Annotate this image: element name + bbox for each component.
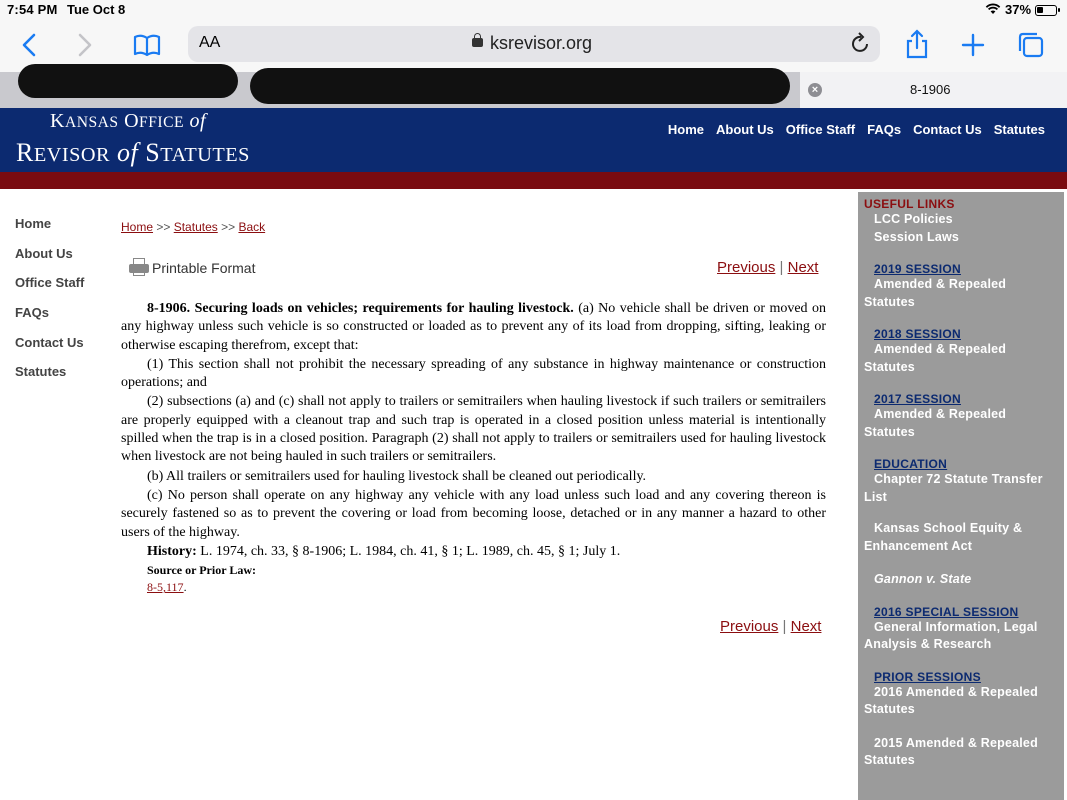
back-icon[interactable] [12,28,46,62]
printable-format-link[interactable]: Printable Format [129,258,255,276]
statute-history: History: L. 1974, ch. 33, § 8-1906; L. 1984, ch. 41, § 1; L. 1989, ch. 45, § 1; July 1. [147,543,621,559]
text-size-button[interactable]: AA [199,34,221,51]
previous-link-top[interactable]: Previous [717,259,776,276]
site-header [0,108,1067,172]
reload-icon[interactable] [850,30,872,62]
site-logo-line2[interactable]: REVISOR of STATUTES [16,138,250,167]
battery-percent: 37% [1005,2,1032,17]
tab-active[interactable] [800,72,1067,108]
top-nav-statutes[interactable]: Statutes [993,122,1045,137]
next-link-top[interactable]: Next [787,259,819,276]
prev-next-top: Previous | Next [717,259,819,276]
printer-icon [129,258,149,276]
top-nav-about-us[interactable]: About Us [715,122,774,137]
sidebar-section-2016-special[interactable]: 2016 SPECIAL SESSION [874,604,1019,619]
forward-icon[interactable] [68,28,102,62]
next-link-bottom[interactable]: Next [790,618,822,635]
left-nav [15,216,84,394]
clock: 7:54 PM [7,2,58,17]
source-prior-law: Source or Prior Law: 8-5,117. [147,563,256,595]
statute-paragraph-a: 8-1906. Securing loads on vehicles; requirements for hauling livestock. (a) No vehicle shall be driven or moved on any highway unless such vehicle is so constructed or loaded as to prevent any of its load from dropping, sifting, leaking or otherwise escaping therefrom, except that: [121,301,826,353]
sidebar-link-session-laws[interactable]: Session Laws [874,229,960,244]
sidebar-section-education[interactable]: EDUCATION [874,457,948,471]
sidebar-link-chapter-72[interactable]: Chapter 72 Statute Transfer List [864,472,1043,504]
source-law-link[interactable]: 8-5,117 [147,580,184,595]
sidebar-link-2015-amended[interactable]: 2015 Amended & Repealed Statutes [864,735,1038,767]
status-bar [0,0,1067,22]
share-icon[interactable] [900,28,934,62]
left-nav-contact-us[interactable]: Contact Us [15,334,84,350]
sidebar-link-lcc-policies[interactable]: LCC Policies [874,212,953,226]
left-nav-statutes[interactable]: Statutes [15,364,67,380]
sidebar-link-2016-amended[interactable]: 2016 Amended & Repealed Statutes [864,684,1038,716]
left-nav-faqs[interactable]: FAQs [15,305,49,321]
statute-paragraph-1: (1) This section shall not prohibit the necessary spreading of any substance in highway maintenance or construction operations; and [121,356,826,391]
main-content [121,220,826,635]
bookmarks-icon[interactable] [130,28,164,62]
date: Tue Oct 8 [67,2,126,17]
top-nav-home[interactable]: Home [667,122,704,137]
left-nav-home[interactable]: Home [15,216,52,231]
sidebar-section-prior[interactable]: PRIOR SESSIONS [874,669,981,684]
lock-icon [472,38,483,47]
sidebar-heading: USEFUL LINKS [864,197,955,211]
left-nav-office-staff[interactable]: Office Staff [15,275,85,291]
left-nav-about-us[interactable]: About Us [15,245,73,261]
sidebar-link-2017-amended[interactable]: Amended & Repealed Statutes [864,407,1007,439]
sidebar-section-2018[interactable]: 2018 SESSION [874,327,961,341]
redaction-mark [250,68,790,104]
prev-next-bottom: Previous | Next [720,618,822,635]
new-tab-icon[interactable] [956,28,990,62]
top-nav-office-staff[interactable]: Office Staff [785,122,856,137]
wifi-icon [985,2,1001,16]
site-logo-line1[interactable]: KANSAS OFFICE of [50,110,207,132]
previous-link-bottom[interactable]: Previous [720,618,779,635]
useful-links-sidebar [858,192,1064,800]
address-bar[interactable] [188,26,880,62]
top-nav-contact-us[interactable]: Contact Us [913,122,982,137]
statute-paragraph-b: (b) All trailers or semitrailers used for hauling livestock shall be cleaned out periodically. [147,468,647,484]
sidebar-link-gannon[interactable]: Gannon v. State [874,572,972,586]
statute-paragraph-c: (c) No person shall operate on any highway any vehicle with any load unless such load and any covering thereon is securely fastened so as to prevent the covering or load from becoming loose, detached or in any manner a hazard to other users of the highway. [121,487,826,540]
battery-icon [1035,5,1057,16]
sidebar-link-school-equity[interactable]: Kansas School Equity & Enhancement Act [864,521,1023,553]
top-nav-faqs[interactable]: FAQs [867,122,902,137]
breadcrumb: Home >> Statutes >> Back [121,220,266,234]
sidebar-link-2018-amended[interactable]: Amended & Repealed Statutes [864,342,1007,374]
redaction-mark [18,64,238,98]
header-accent-bar [0,172,1067,189]
statute-heading: 8-1906. Securing loads on vehicles; requirements for hauling livestock. [147,301,574,316]
statute-text [121,300,826,596]
sidebar-section-2017[interactable]: 2017 SESSION [874,392,961,406]
sidebar-link-2019-amended[interactable]: Amended & Repealed Statutes [864,277,1007,309]
tab-active-title: 8-1906 [910,82,951,97]
close-tab-icon[interactable]: × [808,83,822,97]
sidebar-section-2019[interactable]: 2019 SESSION [874,262,961,276]
breadcrumb-statutes[interactable]: Statutes [173,220,218,234]
sidebar-link-2016-special-info[interactable]: General Information, Legal Analysis & Research [864,619,1038,651]
statute-paragraph-2: (2) subsections (a) and (c) shall not apply to trailers or semitrailers when hauling livestock if such trailers or semitrailers are properly equipped with a cleanout trap and such trap is operated in a closed position unless material is intentionally spilled when the trap is in a closed position. Paragraph (2) shall not apply to trailers or semitrailers used for hauling livestock when livestock are not being hauled in such trailers or semitrailers. [121,394,826,465]
tabs-overview-icon[interactable] [1014,28,1048,62]
breadcrumb-home[interactable]: Home [121,220,154,234]
breadcrumb-back[interactable]: Back [238,220,266,234]
top-nav [668,122,1045,137]
url-host: ksrevisor.org [490,33,593,53]
tab-strip [0,72,1067,108]
